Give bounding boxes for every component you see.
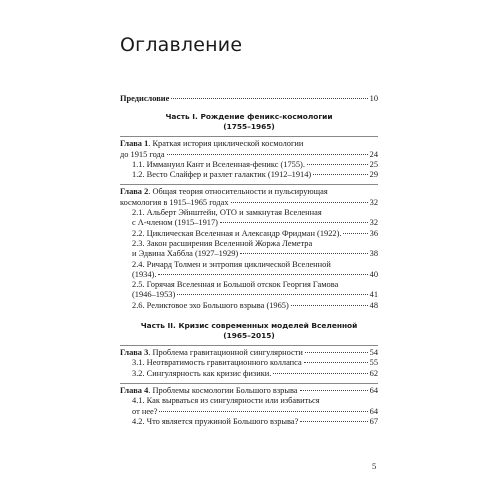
table-of-contents [120,94,378,427]
leader-dots [305,352,368,353]
chapter-title-cont: до 1915 года [120,149,165,159]
section-title: 2.5. Горячая Вселенная и Большой отскок Георгия Гамова [132,280,339,290]
divider [120,136,378,137]
toc-entry-section[interactable] [120,239,378,260]
toc-entry-chapter-3[interactable] [120,348,378,358]
section-title-cont: (1946–1953) [132,290,176,300]
section-title: 1.1. Иммануил Кант и Вселенная-феникс (1755). [132,159,305,169]
toc-entry-section[interactable] [120,396,378,417]
leader-dots [177,294,367,295]
toc-entry-section[interactable] [120,160,378,170]
leader-dots [171,98,367,99]
chapter-title: . Проблемы космологии Большого взрыва [148,385,298,395]
leader-dots [291,305,368,306]
leader-dots [300,390,368,391]
toc-page-number: 38 [369,249,378,259]
toc-page-number: 32 [369,218,378,228]
chapter-title: . Краткая история циклической космологии [148,139,304,149]
toc-entry-section[interactable] [120,229,378,239]
section-title: 4.1. Как вырваться из сингулярности или избавиться [132,396,320,406]
toc-entry-section[interactable] [120,301,378,311]
toc-page-number: 62 [369,368,378,378]
section-title: 2.2. Циклическая Вселенная и Александр Фридман (1922). [132,228,342,238]
divider [120,184,378,185]
toc-entry-section[interactable] [120,208,378,229]
toc-entry-chapter-1[interactable] [120,139,378,160]
leader-dots [313,174,367,175]
toc-entry-preface[interactable] [120,94,378,104]
toc-page-number: 40 [369,269,378,279]
toc-page-number: 36 [369,228,378,238]
section-title: 2.1. Альберт Эйнштейн, ОТО и замкнутая Вселенная [132,208,322,218]
toc-page-number: 24 [369,149,378,159]
leader-dots [304,362,368,363]
leader-dots [220,222,368,223]
toc-page-number: 25 [369,159,378,169]
toc-entry-section[interactable] [120,369,378,379]
leader-dots [159,411,367,412]
toc-page-number: 48 [369,300,378,310]
toc-page-number: 29 [369,170,378,180]
toc-entry-section[interactable] [120,260,378,281]
section-title-cont: и Эдвина Хаббла (1927–1929) [132,249,239,259]
section-title: 4.2. Что является пружиной Большого взрыва? [132,416,299,426]
section-title: 3.2. Сингулярность как кризис физики. [132,368,272,378]
leader-dots [273,373,367,374]
toc-entry-section[interactable] [120,170,378,180]
chapter-label: Глава 1 [120,139,149,149]
chapter-label: Глава 2 [120,187,149,197]
leader-dots [240,253,367,254]
section-title: 2.4. Ричард Толмен и энтропия циклической Вселенной [132,259,331,269]
chapter-label: Глава 4 [120,385,149,395]
section-title-cont: (1934). [132,269,157,279]
toc-page-number: 54 [369,348,378,358]
divider [120,383,378,384]
toc-page-number: 64 [369,406,378,416]
leader-dots [158,274,367,275]
chapter-title: . Проблема гравитационной сингулярности [148,348,303,358]
toc-entry-section[interactable] [120,417,378,427]
leader-dots [300,421,367,422]
chapter-title-cont: космология в 1915–1965 годах [120,197,229,207]
section-title-cont: с Λ-членом (1915–1917) [132,218,218,228]
toc-page-number: 64 [369,385,378,395]
part-heading: Часть II. Кризис современных моделей Вселенной [140,321,358,331]
section-title: 2.3. Закон расширения Вселенной Жоржа Леметра [132,238,313,248]
toc-page-number: 41 [369,290,378,300]
leader-dots [167,154,368,155]
divider [120,345,378,346]
section-title: 2.6. Реликтовое эхо Большого взрыва (1965) [132,300,289,310]
toc-entry-chapter-2[interactable] [120,187,378,208]
leader-dots [343,233,367,234]
page-title: Оглавление [120,34,243,56]
toc-page-number: 10 [369,94,378,103]
toc-entry-section[interactable] [120,280,378,301]
toc-entry-section[interactable] [120,358,378,368]
chapter-title: . Общая теория относительности и пульсирующая [148,187,328,197]
part-years: (1755–1965) [223,122,275,132]
part-years: (1965–2015) [223,331,275,341]
section-title: 1.2. Весто Слайфер и разлет галактик (1912–1914) [132,170,312,180]
toc-entry-title: Предисловие [120,94,170,103]
toc-page-number: 32 [369,197,378,207]
chapter-label: Глава 3 [120,348,149,358]
leader-dots [307,164,368,165]
section-title: 3.1. Неотвратимость гравитационного коллапса [132,358,302,368]
page-number: 5 [372,461,377,471]
section-title-cont: от нее? [132,406,158,416]
leader-dots [231,202,368,203]
toc-entry-chapter-4[interactable] [120,386,378,396]
toc-page-number: 67 [369,416,378,426]
toc-page-number: 55 [369,358,378,368]
part-heading: Часть I. Рождение феникс-космологии [165,112,333,122]
